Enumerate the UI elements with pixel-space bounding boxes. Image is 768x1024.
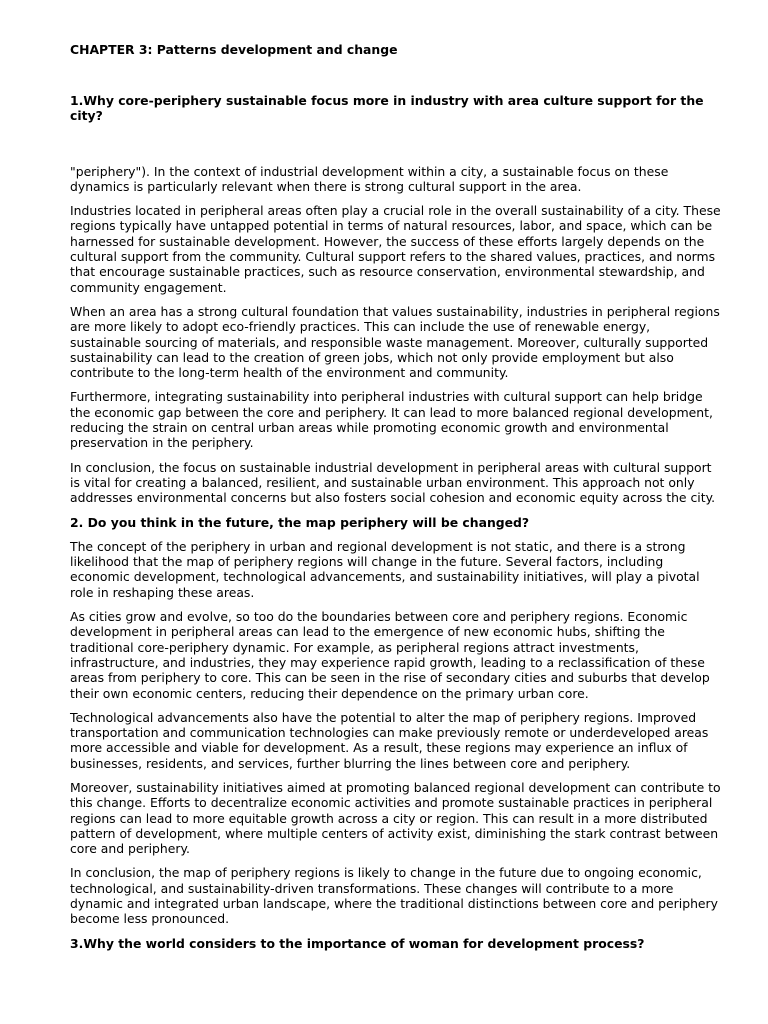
question-3-heading: 3.Why the world considers to the importance of woman for development process? — [70, 935, 645, 951]
q1-paragraph-2: Industries located in peripheral areas often play a crucial role in the overall sustainability of a city. These regions typically have untapped potential in terms of natural resources, labor, and space, which can be harnessed for sustainable development. However, the success of these efforts largely depends on the cultural support from the community. Cultural support refers to the shared values, practices, and norms that encourage sustainable practices, such as resource conservation, environmental stewardship, and community engagement. — [70, 203, 721, 295]
q2-paragraph-1: The concept of the periphery in urban and regional development is not static, and there is a strong likelihood that the map of periphery regions will change in the future. Several factors, including economic development, technological advancements, and sustainability initiatives, will play a pivotal role in reshaping these areas. — [70, 538, 700, 600]
document-body — [70, 42, 722, 951]
q1-paragraph-4: Furthermore, integrating sustainability into peripheral industries with cultural support can help bridge the economic gap between the core and periphery. It can lead to more balanced regional development, reducing the strain on central urban areas while promoting economic growth and environmental preservation in the periphery. — [70, 389, 713, 451]
chapter-title: CHAPTER 3: Patterns development and change — [70, 42, 398, 57]
q2-paragraph-3: Technological advancements also have the potential to alter the map of periphery regions. Improved transportation and communication technologies can make previously remote or underdeveloped areas more accessible and viable for development. As a result, these regions may experience an influx of businesses, residents, and services, further blurring the lines between core and periphery. — [70, 709, 709, 771]
question-2-heading: 2. Do you think in the future, the map periphery will be changed? — [70, 514, 530, 530]
q2-paragraph-2: As cities grow and evolve, so too do the boundaries between core and periphery regions. Economic development in peripheral areas can lead to the emergence of new economic hubs, shifting the traditional core-periphery dynamic. For example, as peripheral regions attract investments, infrastructure, and industries, they may experience rapid growth, leading to a reclassification of these areas from periphery to core. This can be seen in the rise of secondary cities and suburbs that develop their own economic centers, reducing their dependence on the primary urban core. — [70, 609, 710, 701]
q1-paragraph-5: In conclusion, the focus on sustainable industrial development in peripheral areas with cultural support is vital for creating a balanced, resilient, and sustainable urban environment. This approach not only addresses environmental concerns but also fosters social cohesion and economic equity across the city. — [70, 459, 716, 506]
q2-paragraph-5: In conclusion, the map of periphery regions is likely to change in the future due to ongoing economic, technological, and sustainability-driven transformations. These changes will contribute to a more dynamic and integrated urban landscape, where the traditional distinctions between core and periphery become less pronounced. — [70, 865, 718, 927]
q2-paragraph-4: Moreover, sustainability initiatives aimed at promoting balanced regional development can contribute to this change. Efforts to decentralize economic activities and promote sustainable practices in peripheral regions can lead to more equitable growth across a city or region. This can result in a more distributed pattern of development, where multiple centers of activity exist, diminishing the stark contrast between core and periphery. — [70, 779, 721, 857]
q1-paragraph-3: When an area has a strong cultural foundation that values sustainability, industries in peripheral regions are more likely to adopt eco-friendly practices. This can include the use of renewable energy, sustainable sourcing of materials, and responsible waste management. Moreover, culturally supported sustainability can lead to the creation of green jobs, which not only provide employment but also contribute to the long-term health of the environment and community. — [70, 303, 720, 381]
question-1-heading: 1.Why core-periphery sustainable focus more in industry with area culture support for the city? — [70, 93, 704, 124]
q1-paragraph-1: "periphery"). In the context of industrial development within a city, a sustainable focus on these dynamics is particularly relevant when there is strong cultural support in the area. — [70, 163, 669, 194]
